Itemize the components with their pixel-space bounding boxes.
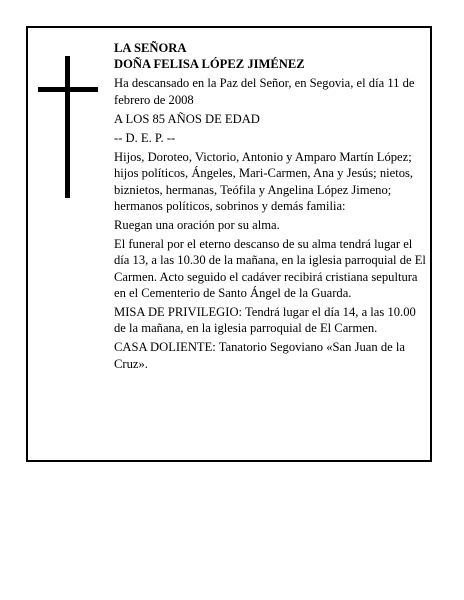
cross-vertical-bar bbox=[65, 56, 70, 198]
mass-details: MISA DE PRIVILEGIO: Tendrá lugar el día 14, a las 10.00 de la mañana, en la iglesia parroquial de El Carmen. bbox=[114, 305, 416, 336]
family-list: Hijos, Doroteo, Victorio, Antonio y Amparo Martín López; hijos políticos, Ángeles, Mari-Carmen, Ana y Jesús; nietos, biznietos, hermanas, Teófila y Angelina López Jimeno; hermanos políticos, sobrinos y demás familia: bbox=[114, 150, 414, 213]
rip-line: -- D. E. P. -- bbox=[114, 131, 176, 146]
latin-cross-icon bbox=[38, 56, 98, 198]
age-line: A LOS 85 AÑOS DE EDAD bbox=[114, 111, 260, 126]
funeral-home: CASA DOLIENTE: Tanatorio Segoviano «San Juan de la Cruz». bbox=[114, 340, 405, 371]
notice-text bbox=[114, 40, 426, 375]
notice-heading bbox=[114, 40, 426, 72]
death-announcement: Ha descansado en la Paz del Señor, en Segovia, el día 11 de febrero de 2008 bbox=[114, 76, 415, 107]
prayer-request: Ruegan una oración por su alma. bbox=[114, 218, 280, 233]
cross-horizontal-bar bbox=[38, 87, 98, 92]
deceased-name: DOÑA FELISA LÓPEZ JIMÉNEZ bbox=[114, 57, 305, 72]
title-line-1: LA SEÑORA bbox=[114, 41, 187, 55]
funeral-details: El funeral por el eterno descanso de su alma tendrá lugar el día 13, a las 10.30 de la mañana, en la iglesia parroquial de El Carmen. Acto seguido el cadáver recibirá cristiana sepultura en el Cementerio de Santo Ángel de la Guarda. bbox=[114, 237, 426, 300]
obituary-notice bbox=[26, 26, 432, 462]
